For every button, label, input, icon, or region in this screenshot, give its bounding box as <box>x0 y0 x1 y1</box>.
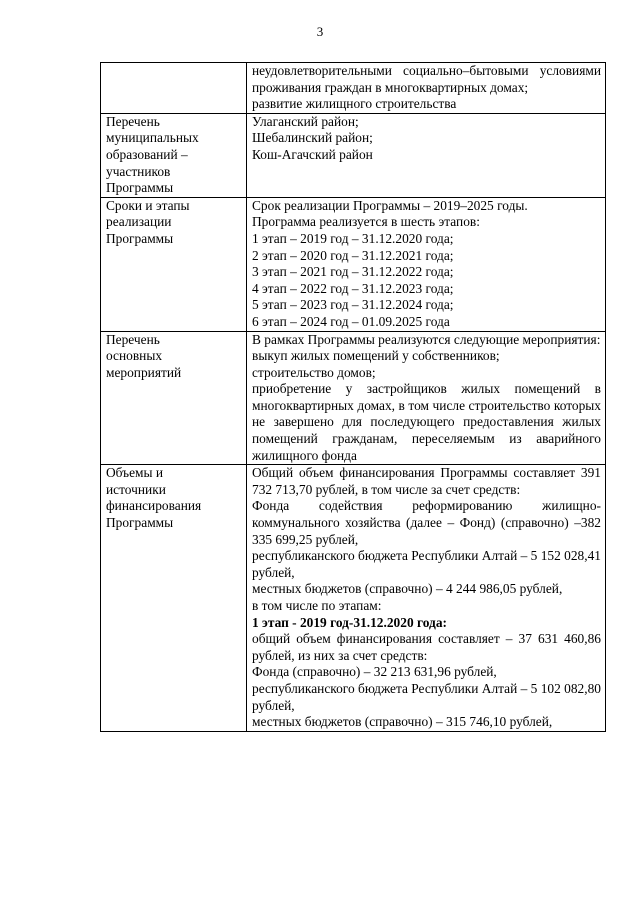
cell-text-line: выкуп жилых помещений у собственников; <box>252 348 500 364</box>
label-line: мероприятий <box>106 364 182 380</box>
cell-text-line: строительство домов; <box>252 364 376 380</box>
cell-text-line: 5 этап – 2023 год – 31.12.2024 года; <box>252 297 454 313</box>
cell-text-line: неудовлетворительными социально–бытовыми условиями проживания граждан в многоквартирных домах; <box>252 63 601 95</box>
cell-text-line: республиканского бюджета Республики Алтай – 5 152 028,41 рублей, <box>252 548 601 580</box>
label-line: Программы <box>106 515 174 531</box>
row-value-cell <box>247 113 606 197</box>
cell-text-line: 4 этап – 2022 год – 31.12.2023 года; <box>252 280 454 296</box>
row-label-cell <box>101 331 247 465</box>
row-label-cell <box>101 465 247 732</box>
cell-text-line: В рамках Программы реализуются следующие мероприятия: <box>252 331 601 347</box>
label-line: Программы <box>106 180 174 196</box>
table-row <box>101 331 606 465</box>
label-line: финансирования <box>106 498 202 514</box>
table-row <box>101 63 606 114</box>
label-line: Перечень <box>106 113 160 129</box>
label-line: участников <box>106 163 171 179</box>
cell-text-line: развитие жилищного строительства <box>252 96 457 112</box>
cell-text-line: Программа реализуется в шесть этапов: <box>252 214 480 230</box>
cell-text-line: Фонда содействия реформированию жилищно-коммунального хозяйства (далее – Фонд) (справочно) –382 335 699,25 рублей, <box>252 498 601 547</box>
stage-heading: 1 этап - 2019 год-31.12.2020 года: <box>252 614 447 630</box>
cell-text-line: Фонда (справочно) – 32 213 631,96 рублей, <box>252 664 497 680</box>
cell-text-line: общий объем финансирования составляет – 37 631 460,86 рублей, из них за счет средств: <box>252 631 601 663</box>
cell-text-line: 1 этап – 2019 год – 31.12.2020 года; <box>252 230 454 246</box>
cell-text-line: Кош-Агачский район <box>252 146 373 162</box>
cell-text-line: местных бюджетов (справочно) – 315 746,10 рублей, <box>252 714 553 730</box>
cell-text-line: Улаганский район; <box>252 113 359 129</box>
label-line: муниципальных <box>106 130 199 146</box>
label-line: образований – <box>106 146 188 162</box>
row-label-cell <box>101 197 247 331</box>
label-line: реализации <box>106 214 172 230</box>
cell-text-line: Общий объем финансирования Программы составляет 391 732 713,70 рублей, в том числе за счет средств: <box>252 465 601 497</box>
label-line: Перечень <box>106 331 160 347</box>
cell-text-line: 3 этап – 2021 год – 31.12.2022 года; <box>252 264 454 280</box>
row-value-cell <box>247 331 606 465</box>
label-line: Объемы и <box>106 465 164 481</box>
label-line: источники <box>106 481 166 497</box>
cell-text-line: 6 этап – 2024 год – 01.09.2025 года <box>252 313 450 329</box>
cell-text-line: 2 этап – 2020 год – 31.12.2021 года; <box>252 247 454 263</box>
row-value-cell <box>247 197 606 331</box>
row-label-cell <box>101 63 247 114</box>
program-passport-table <box>100 62 606 732</box>
label-line: Программы <box>106 230 174 246</box>
cell-text-line: местных бюджетов (справочно) – 4 244 986,05 рублей, <box>252 581 563 597</box>
cell-text-line: приобретение у застройщиков жилых помещений в многоквартирных домах, в том числе строительство которых не завершено для последующего предоставления жилых помещений гражданам, переселяемым из аварийного жилищного фонда <box>252 381 601 463</box>
label-line: основных <box>106 348 163 364</box>
cell-text-line: Срок реализации Программы – 2019–2025 годы. <box>252 197 528 213</box>
page-number: 3 <box>316 24 324 39</box>
label-line: Сроки и этапы <box>106 197 190 213</box>
table-row <box>101 465 606 732</box>
row-value-cell <box>247 465 606 732</box>
row-label-cell <box>101 113 247 197</box>
table-row <box>101 197 606 331</box>
cell-text-line: Шебалинский район; <box>252 130 373 146</box>
cell-text-line: в том числе по этапам: <box>252 598 382 613</box>
row-value-cell <box>247 63 606 114</box>
cell-text-line: республиканского бюджета Республики Алтай – 5 102 082,80 рублей, <box>252 680 601 713</box>
table-row <box>101 113 606 197</box>
